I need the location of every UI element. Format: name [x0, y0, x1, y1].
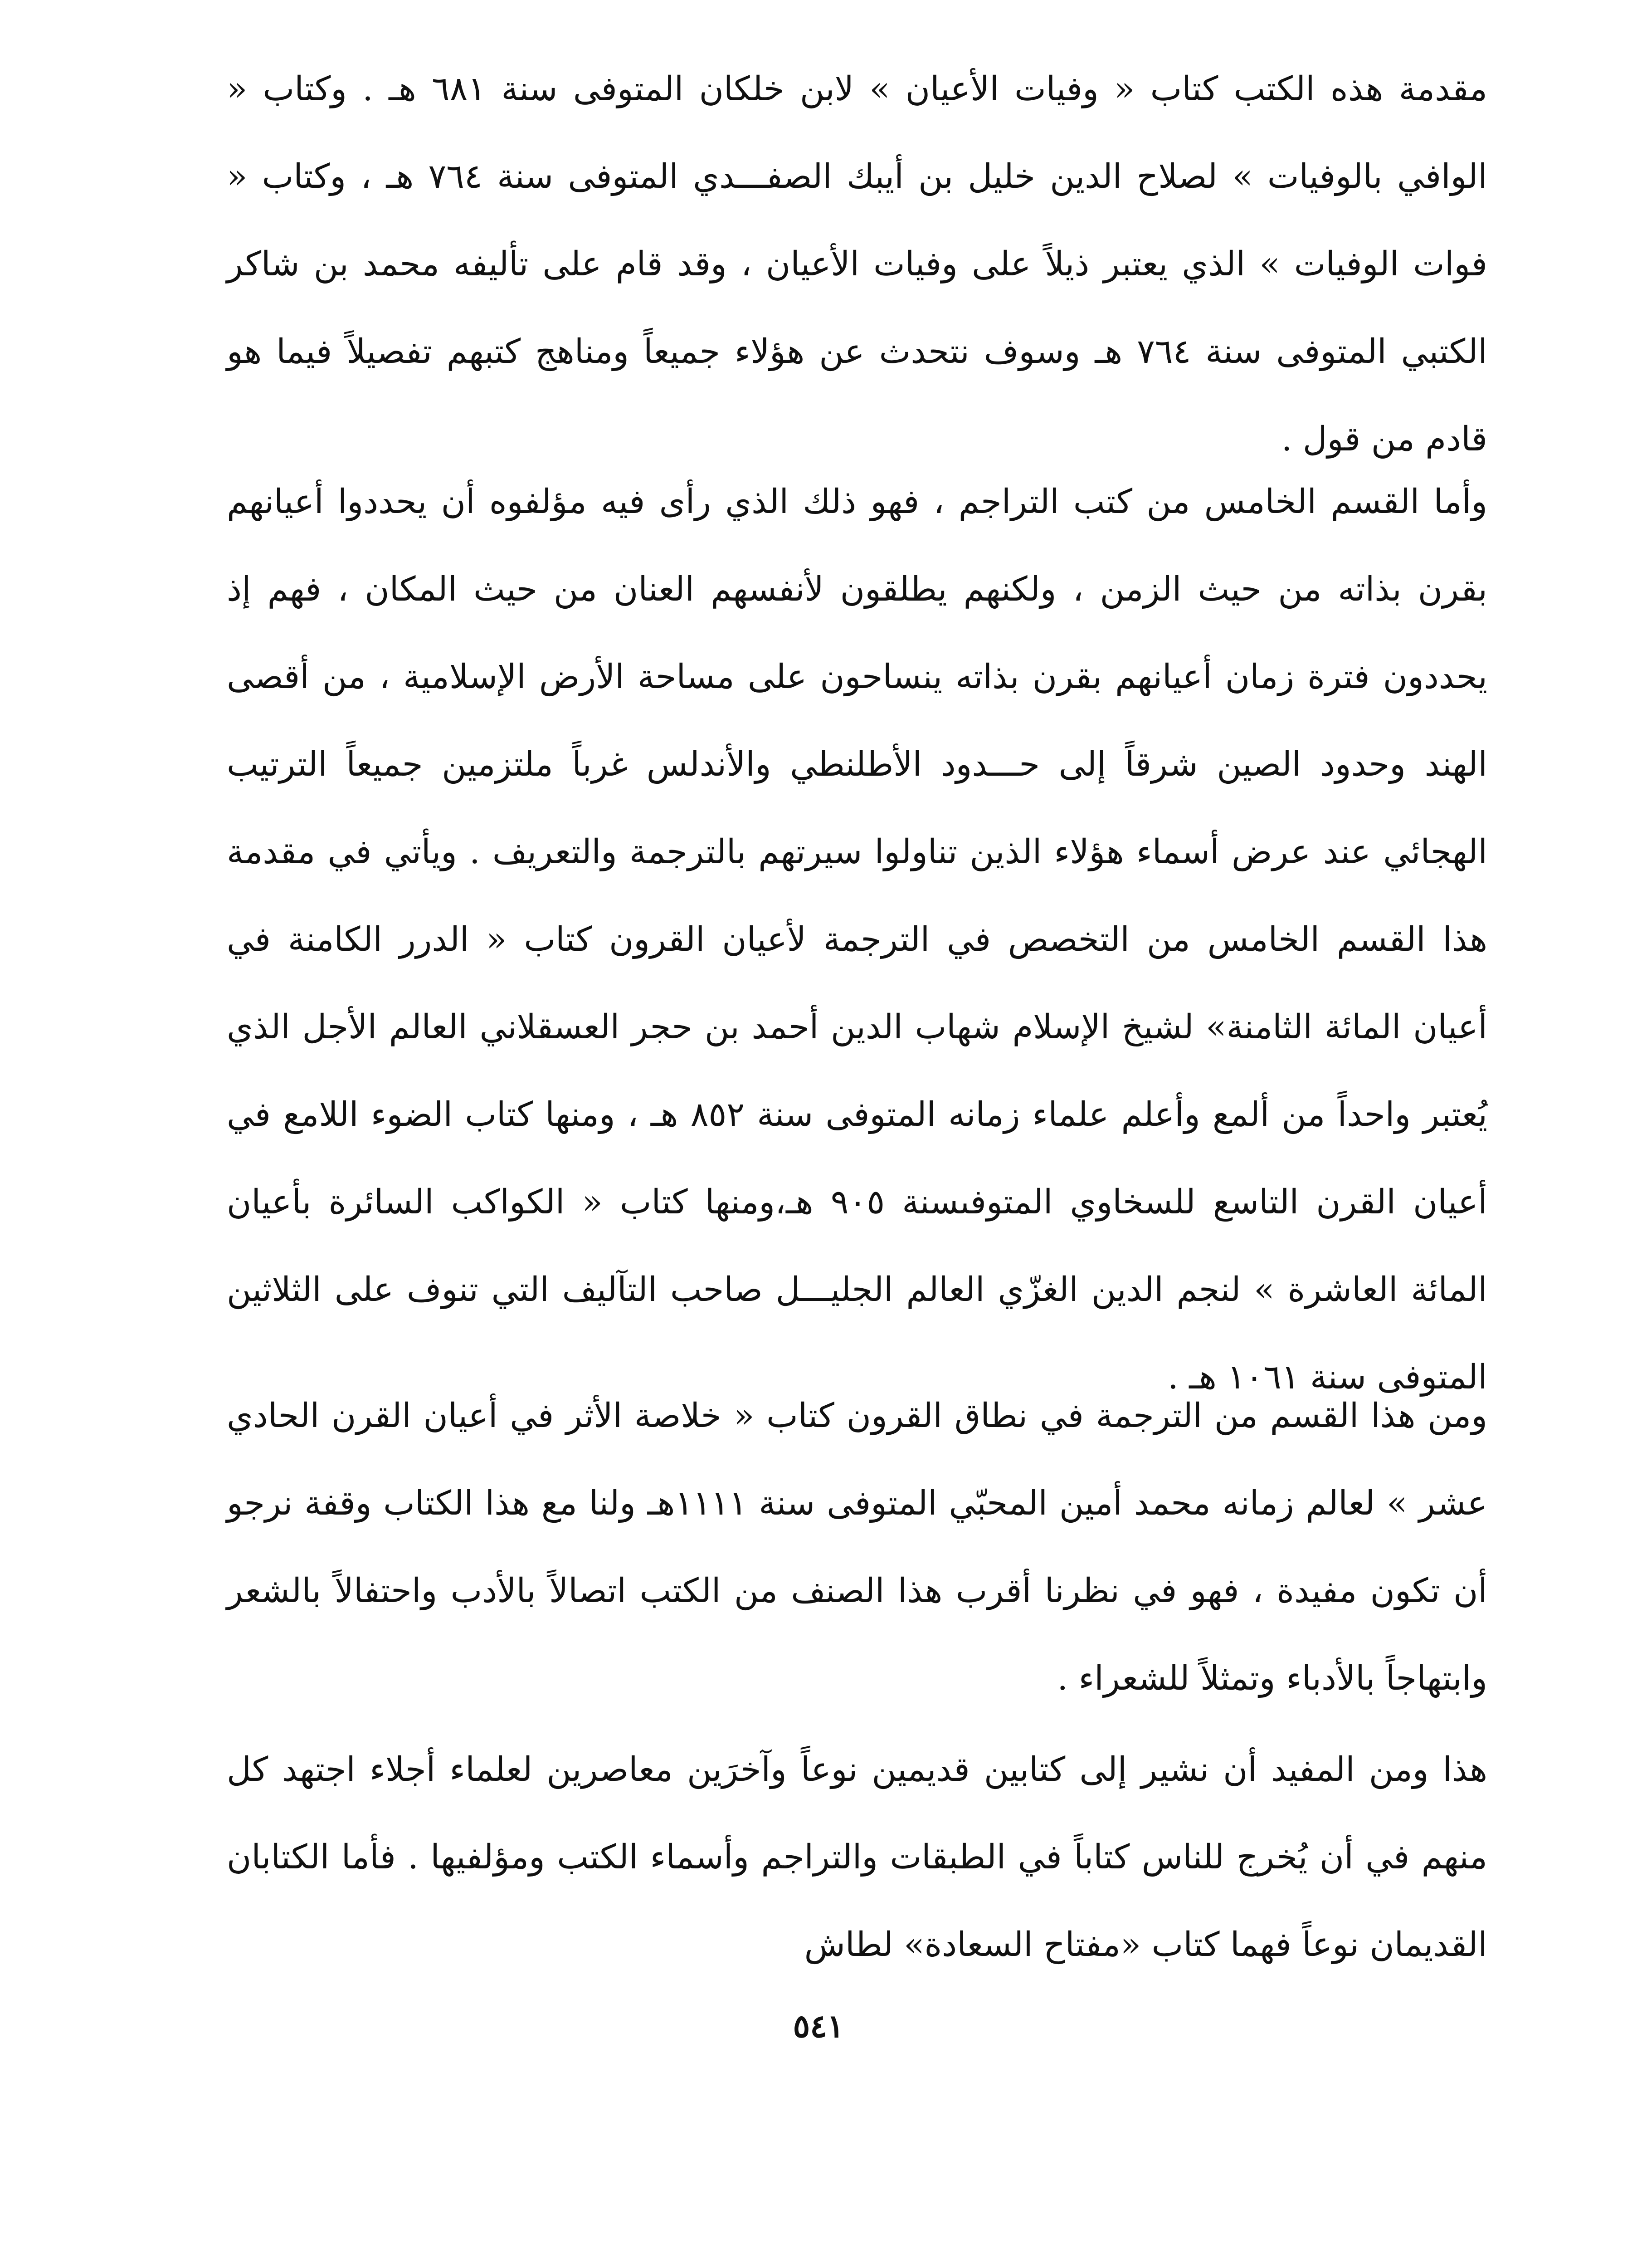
paragraph: [227, 45, 1487, 483]
paragraph: [227, 1726, 1487, 1989]
paragraph: [227, 1372, 1487, 1722]
paragraph-text: وأما القسم الخامس من كتب التراجم ، فهو ذلك الذي رأى فيه مؤلفوه أن يحددوا أعيانهم بقرن بذاته من حيث الزمن ، ولكنهم يطلقون لأنفسهم العنان من حيث المكان ، فهم إذ يحددون فترة زمان أعيانهم بقرن بذاته ينساحون على مساحة الأرض الإسلامية ، من أقصى الهند وحدود الصين شرقاً إلى حـــدود الأطلنطي والأندلس غرباً ملتزمين جميعاً الترتيب الهجائي عند عرض أسماء هؤلاء الذين تناولوا سيرتهم بالترجمة والتعريف . ويأتي في مقدمة هذا القسم الخامس من التخصص في الترجمة لأعيان القرون كتاب « الدرر الكامنة في أعيان المائة الثامنة» لشيخ الإسلام شهاب الدين أحمد بن حجر العسقلاني العالم الأجل الذي يُعتبر واحداً من ألمع وأعلم علماء زمانه المتوفى سنة ٨٥٢ هـ ، ومنها كتاب الضوء اللامع في أعيان القرن التاسع للسخاوي المتوفىسنة ٩٠٥ هـ،ومنها كتاب « الكواكب السائرة بأعيان المائة العاشرة » لنجم الدين الغزّي العالم الجليـــل صاحب التآليف التي تنوف على الثلاثين المتوفى سنة ١٠٦١ هـ .: [227, 482, 1487, 1397]
paragraph-text: مقدمة هذه الكتب كتاب « وفيات الأعيان » لابن خلكان المتوفى سنة ٦٨١ هـ . وكتاب « الوافي بالوفيات » لصلاح الدين خليل بن أيبك الصفـــدي المتوفى سنة ٧٦٤ هـ ، وكتاب « فوات الوفيات » الذي يعتبر ذيلاً على وفيات الأعيان ، وقد قام على تأليفه محمد بن شاكر الكتبي المتوفى سنة ٧٦٤ هـ وسوف نتحدث عن هؤلاء جميعاً ومناهج كتبهم تفصيلاً فيما هو قادم من قول .: [227, 69, 1487, 459]
paragraph-text: هذا ومن المفيد أن نشير إلى كتابين قديمين نوعاً وآخرَين معاصرين لعلماء أجلاء اجتهد كل منهم في أن يُخرج للناس كتاباً في الطبقات والتراجم وأسماء الكتب ومؤلفيها . فأما الكتابان القديمان نوعاً فهما كتاب «مفتاح السعادة» لطاش: [227, 1750, 1487, 1964]
paragraph: [227, 458, 1487, 1421]
page-number: ٥٤١: [793, 2007, 844, 2045]
paragraph-text: ومن هذا القسم من الترجمة في نطاق القرون كتاب « خلاصة الأثر في أعيان القرن الحادي عشر » لعالم زمانه محمد أمين المحبّي المتوفى سنة ١١١١هـ ولنا مع هذا الكتاب وقفة نرجو أن تكون مفيدة ، فهو في نظرنا أقرب هذا الصنف من الكتب اتصالاً بالأدب واحتفالاً بالشعر وابتهاجاً بالأدباء وتمثلاً للشعراء .: [227, 1396, 1488, 1698]
